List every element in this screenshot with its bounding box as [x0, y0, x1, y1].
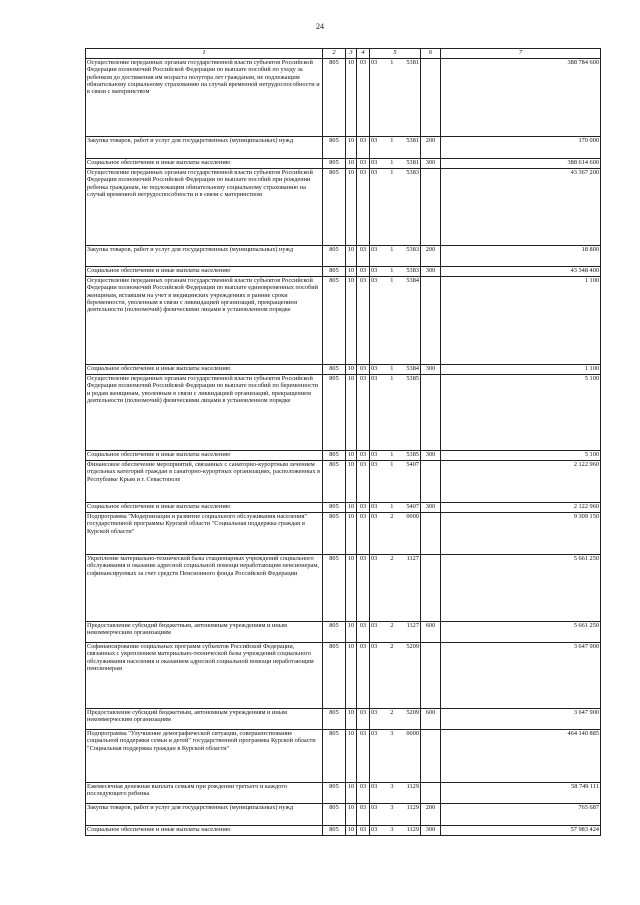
row-name: Осуществление переданных органам государственной власти субъектов Российской Федерации полномочий Российской Федерации по выплате пособий при рождении ребенка гражданам, не подлежащим обязательному социальному страхованию на случай временной нетрудоспособности и в связи с материнством [86, 169, 323, 246]
target-article-part: 1 [390, 267, 394, 274]
row-section: 10 [346, 804, 357, 826]
target-article-part: 1 [390, 365, 394, 372]
row-target-article [370, 622, 421, 643]
row-subsection: 03 [357, 375, 370, 451]
row-target-article [370, 246, 421, 267]
row-expense-type: 300 [421, 451, 441, 461]
row-name: Социальное обеспечение и иные выплаты населению [86, 451, 323, 461]
target-article-part: 5381 [406, 59, 419, 66]
row-target-article [370, 451, 421, 461]
table-row [86, 267, 601, 277]
target-article-part: 1 [390, 451, 394, 458]
row-grbs: 805 [323, 826, 346, 836]
row-grbs: 805 [323, 451, 346, 461]
row-target-article [370, 159, 421, 169]
row-section: 10 [346, 709, 357, 730]
table-row [86, 365, 601, 375]
row-subsection: 03 [357, 783, 370, 804]
row-expense-type [421, 643, 441, 709]
target-article-code [371, 461, 419, 468]
target-article-part: 1 [390, 503, 394, 510]
target-article-part: 1 [390, 159, 394, 166]
row-name: Социальное обеспечение и иные выплаты населению [86, 503, 323, 513]
target-article-part: 1 [390, 246, 394, 253]
target-article-part: 1129 [406, 804, 419, 811]
row-section: 10 [346, 451, 357, 461]
row-amount: 2 122 960 [441, 503, 601, 513]
target-article-part: 2 [390, 643, 394, 650]
row-name: Подпрограмма "Модернизация и развитие социального обслуживания населения" государственной программы Курской области "Социальная поддержка граждан в Курской области" [86, 513, 323, 555]
target-article-code [371, 783, 419, 790]
target-article-code [371, 826, 419, 833]
row-target-article [370, 826, 421, 836]
row-subsection: 03 [357, 59, 370, 137]
row-name: Социальное обеспечение и иные выплаты населению [86, 826, 323, 836]
row-name: Подпрограмма "Улучшение демографической ситуации, совершенствование социальной поддержки семьи и детей" государственной программы Курской области "Социальная поддержка граждан в Курской области" [86, 730, 323, 783]
page-number: 24 [316, 22, 324, 31]
row-grbs: 805 [323, 513, 346, 555]
table-row [86, 246, 601, 267]
row-target-article [370, 804, 421, 826]
row-grbs: 805 [323, 159, 346, 169]
target-article-part: 3 [390, 804, 394, 811]
row-target-article [370, 643, 421, 709]
row-subsection: 03 [357, 503, 370, 513]
target-article-code [371, 503, 419, 510]
target-article-code [371, 277, 419, 284]
row-expense-type: 300 [421, 159, 441, 169]
row-amount: 765 687 [441, 804, 601, 826]
row-subsection: 03 [357, 365, 370, 375]
header-cell: 2 [323, 49, 346, 59]
row-grbs: 805 [323, 277, 346, 365]
row-section: 10 [346, 246, 357, 267]
header-cell: 3 [346, 49, 357, 59]
row-grbs: 805 [323, 267, 346, 277]
target-article-part: 5381 [406, 137, 419, 144]
row-section: 10 [346, 169, 357, 246]
row-expense-type: 300 [421, 826, 441, 836]
row-grbs: 805 [323, 804, 346, 826]
row-amount: 1 100 [441, 277, 601, 365]
target-article-part: 5407 [406, 503, 419, 510]
row-section: 10 [346, 365, 357, 375]
target-article-code [371, 267, 419, 274]
target-article-part: 2 [390, 555, 394, 562]
header-cell: 4 [357, 49, 370, 59]
row-grbs: 805 [323, 783, 346, 804]
table-row [86, 513, 601, 555]
target-article-part: 5381 [406, 159, 419, 166]
table-body [86, 59, 601, 836]
row-grbs: 805 [323, 461, 346, 503]
target-article-part: 5385 [406, 451, 419, 458]
row-subsection: 03 [357, 461, 370, 503]
row-subsection: 03 [357, 622, 370, 643]
row-target-article [370, 461, 421, 503]
row-target-article [370, 137, 421, 159]
row-subsection: 03 [357, 267, 370, 277]
target-article-code [371, 137, 419, 144]
row-subsection: 03 [357, 137, 370, 159]
target-article-part: 03 [371, 730, 378, 737]
table-row [86, 137, 601, 159]
target-article-part: 0000 [406, 730, 419, 737]
target-article-part: 03 [371, 59, 378, 66]
row-subsection: 03 [357, 643, 370, 709]
table-row [86, 622, 601, 643]
target-article-part: 2 [390, 513, 394, 520]
target-article-part: 1127 [406, 622, 419, 629]
row-target-article [370, 513, 421, 555]
row-name: Укрепление материально-технической базы стационарных учреждений социального обслуживания и оказание адресной социальной помощи неработающим пенсионерам, софинансируемых за счет средств Пенсионного фонда Российской Федерации [86, 555, 323, 622]
target-article-part: 03 [371, 451, 378, 458]
row-amount: 170 000 [441, 137, 601, 159]
target-article-part: 5384 [406, 277, 419, 284]
row-grbs: 805 [323, 730, 346, 783]
target-article-part: 1129 [406, 783, 419, 790]
target-article-part: 03 [371, 622, 378, 629]
table-row [86, 461, 601, 503]
row-section: 10 [346, 461, 357, 503]
row-expense-type [421, 783, 441, 804]
row-subsection: 03 [357, 513, 370, 555]
row-expense-type: 300 [421, 503, 441, 513]
row-grbs: 805 [323, 503, 346, 513]
row-subsection: 03 [357, 804, 370, 826]
target-article-part: 5383 [406, 267, 419, 274]
row-name: Ежемесячная денежная выплата семьям при рождении третьего и каждого последующего ребенка [86, 783, 323, 804]
table-row [86, 169, 601, 246]
row-target-article [370, 277, 421, 365]
row-target-article [370, 503, 421, 513]
row-section: 10 [346, 277, 357, 365]
target-article-code [371, 804, 419, 811]
row-subsection: 03 [357, 246, 370, 267]
target-article-part: 5383 [406, 169, 419, 176]
target-article-part: 03 [371, 804, 378, 811]
row-expense-type [421, 277, 441, 365]
row-amount: 3 647 900 [441, 709, 601, 730]
target-article-part: 1127 [406, 555, 419, 562]
target-article-code [371, 709, 419, 716]
row-grbs: 805 [323, 555, 346, 622]
row-amount: 58 749 111 [441, 783, 601, 804]
row-target-article [370, 730, 421, 783]
target-article-part: 03 [371, 159, 378, 166]
row-amount: 43 348 400 [441, 267, 601, 277]
target-article-code [371, 555, 419, 562]
row-grbs: 805 [323, 643, 346, 709]
row-name: Социальное обеспечение и иные выплаты населению [86, 267, 323, 277]
row-expense-type [421, 59, 441, 137]
target-article-part: 03 [371, 137, 378, 144]
row-amount: 2 122 960 [441, 461, 601, 503]
target-article-code [371, 246, 419, 253]
row-amount: 388 614 600 [441, 159, 601, 169]
header-cell: 7 [441, 49, 601, 59]
row-expense-type: 300 [421, 267, 441, 277]
target-article-code [371, 451, 419, 458]
row-subsection: 03 [357, 730, 370, 783]
target-article-part: 5383 [406, 246, 419, 253]
row-section: 10 [346, 375, 357, 451]
row-grbs: 805 [323, 365, 346, 375]
row-name: Осуществление переданных органам государственной власти субъектов Российской Федерации полномочий Российской Федерации по выплате пособий по беременности и родам женщинам, уволенным в связи с ликвидацией организаций, прекращением деятельности (полномочий) физическими лицами в установленном порядке [86, 375, 323, 451]
row-subsection: 03 [357, 826, 370, 836]
target-article-part: 03 [371, 375, 378, 382]
row-section: 10 [346, 59, 357, 137]
row-name: Осуществление переданных органам государственной власти субъектов Российской Федерации полномочий Российской Федерации по выплате единовременных пособий женщинам, вставшим на учет в медицинских учреждениях в ранние сроки беременности, уволенным в связи с ликвидацией организаций, прекращением деятельности (полномочий) физическими лицами в установленном порядке [86, 277, 323, 365]
row-expense-type: 600 [421, 709, 441, 730]
row-grbs: 805 [323, 59, 346, 137]
row-amount: 5 661 250 [441, 555, 601, 622]
target-article-part: 03 [371, 555, 378, 562]
target-article-part: 5385 [406, 375, 419, 382]
header-cell: 5 [370, 49, 421, 59]
row-grbs: 805 [323, 622, 346, 643]
target-article-part: 1129 [406, 826, 419, 833]
row-amount: 5 100 [441, 375, 601, 451]
row-name: Социальное обеспечение и иные выплаты населению [86, 365, 323, 375]
row-target-article [370, 267, 421, 277]
row-name: Предоставление субсидий бюджетным, автономным учреждениям и иным некоммерческим организациям [86, 709, 323, 730]
row-section: 10 [346, 503, 357, 513]
target-article-part: 5384 [406, 365, 419, 372]
row-subsection: 03 [357, 159, 370, 169]
target-article-part: 1 [390, 375, 394, 382]
target-article-part: 2 [390, 709, 394, 716]
target-article-part: 03 [371, 277, 378, 284]
target-article-part: 1 [390, 277, 394, 284]
row-amount: 464 140 885 [441, 730, 601, 783]
row-expense-type [421, 555, 441, 622]
row-subsection: 03 [357, 709, 370, 730]
target-article-code [371, 365, 419, 372]
row-amount: 5 661 250 [441, 622, 601, 643]
table-row [86, 804, 601, 826]
row-target-article [370, 783, 421, 804]
row-amount: 57 983 424 [441, 826, 601, 836]
row-name: Закупка товаров, работ и услуг для государственных (муниципальных) нужд [86, 137, 323, 159]
target-article-part: 03 [371, 503, 378, 510]
row-section: 10 [346, 826, 357, 836]
header-cell: 6 [421, 49, 441, 59]
target-article-part: 03 [371, 513, 378, 520]
target-article-part: 1 [390, 169, 394, 176]
row-subsection: 03 [357, 277, 370, 365]
row-name: Социальное обеспечение и иные выплаты населению [86, 159, 323, 169]
target-article-part: 5407 [406, 461, 419, 468]
row-subsection: 03 [357, 169, 370, 246]
target-article-part: 5209 [406, 643, 419, 650]
target-article-part: 3 [390, 783, 394, 790]
row-target-article [370, 555, 421, 622]
target-article-code [371, 730, 419, 737]
row-target-article [370, 375, 421, 451]
row-name: Софинансирование социальных программ субъектов Российской Федерации, связанных с укреплением материально-технической базы учреждений социального обслуживания населения и оказанием адресной социальной помощи неработающим пенсионерам [86, 643, 323, 709]
row-expense-type [421, 513, 441, 555]
target-article-part: 03 [371, 643, 378, 650]
row-expense-type: 600 [421, 622, 441, 643]
row-expense-type [421, 169, 441, 246]
row-amount: 43 367 200 [441, 169, 601, 246]
row-section: 10 [346, 159, 357, 169]
target-article-part: 1 [390, 137, 394, 144]
row-expense-type [421, 461, 441, 503]
row-subsection: 03 [357, 555, 370, 622]
table-row [86, 643, 601, 709]
target-article-part: 03 [371, 783, 378, 790]
row-section: 10 [346, 730, 357, 783]
row-amount: 9 309 150 [441, 513, 601, 555]
row-section: 10 [346, 622, 357, 643]
row-target-article [370, 709, 421, 730]
row-section: 10 [346, 643, 357, 709]
table-row [86, 375, 601, 451]
row-name: Закупка товаров, работ и услуг для государственных (муниципальных) нужд [86, 804, 323, 826]
target-article-part: 5209 [406, 709, 419, 716]
target-article-code [371, 375, 419, 382]
target-article-part: 1 [390, 59, 394, 66]
row-expense-type: 300 [421, 365, 441, 375]
table-row [86, 59, 601, 137]
row-target-article [370, 59, 421, 137]
table-row [86, 277, 601, 365]
table-row [86, 503, 601, 513]
row-target-article [370, 169, 421, 246]
row-target-article [370, 365, 421, 375]
table-row [86, 709, 601, 730]
target-article-code [371, 169, 419, 176]
row-expense-type [421, 730, 441, 783]
row-section: 10 [346, 555, 357, 622]
row-section: 10 [346, 513, 357, 555]
row-section: 10 [346, 267, 357, 277]
target-article-part: 03 [371, 709, 378, 716]
target-article-part: 3 [390, 826, 394, 833]
row-subsection: 03 [357, 451, 370, 461]
target-article-code [371, 59, 419, 66]
row-grbs: 805 [323, 246, 346, 267]
table-row [86, 783, 601, 804]
row-expense-type [421, 375, 441, 451]
target-article-part: 1 [390, 461, 394, 468]
budget-table [85, 48, 601, 836]
row-expense-type: 200 [421, 137, 441, 159]
row-expense-type: 200 [421, 246, 441, 267]
row-amount: 18 800 [441, 246, 601, 267]
table-row [86, 451, 601, 461]
table-row [86, 826, 601, 836]
target-article-part: 03 [371, 246, 378, 253]
row-amount: 388 784 600 [441, 59, 601, 137]
table-row [86, 730, 601, 783]
row-grbs: 805 [323, 375, 346, 451]
target-article-part: 03 [371, 365, 378, 372]
row-grbs: 805 [323, 709, 346, 730]
target-article-code [371, 513, 419, 520]
row-amount: 5 100 [441, 451, 601, 461]
header-row [86, 49, 601, 59]
target-article-part: 03 [371, 267, 378, 274]
target-article-part: 3 [390, 730, 394, 737]
row-grbs: 805 [323, 169, 346, 246]
row-section: 10 [346, 137, 357, 159]
row-name: Закупка товаров, работ и услуг для государственных (муниципальных) нужд [86, 246, 323, 267]
row-expense-type: 200 [421, 804, 441, 826]
row-section: 10 [346, 783, 357, 804]
row-name: Предоставление субсидий бюджетным, автономным учреждениям и иным некоммерческим организациям [86, 622, 323, 643]
target-article-part: 0000 [406, 513, 419, 520]
row-name: Финансовое обеспечение мероприятий, связанных с санаторно-курортным лечением отдельных категорий граждан в санаторно-курортных организациях, расположенных в Республике Крым и г. Севастополе [86, 461, 323, 503]
target-article-part: 03 [371, 826, 378, 833]
target-article-part: 03 [371, 169, 378, 176]
table-row [86, 555, 601, 622]
row-name: Осуществление переданных органам государственной власти субъектов Российской Федерации полномочий Российской Федерации по выплате пособий по уходу за ребенком до достижения им возраста полутора лет гражданам, не подлежащим обязательному социальному страхованию на случай временной нетрудоспособности и в связи с материнством [86, 59, 323, 137]
header-cell: 1 [86, 49, 323, 59]
table-row [86, 159, 601, 169]
target-article-part: 03 [371, 461, 378, 468]
target-article-code [371, 159, 419, 166]
target-article-part: 2 [390, 622, 394, 629]
row-amount: 3 647 900 [441, 643, 601, 709]
row-grbs: 805 [323, 137, 346, 159]
target-article-code [371, 622, 419, 629]
row-amount: 1 100 [441, 365, 601, 375]
target-article-code [371, 643, 419, 650]
